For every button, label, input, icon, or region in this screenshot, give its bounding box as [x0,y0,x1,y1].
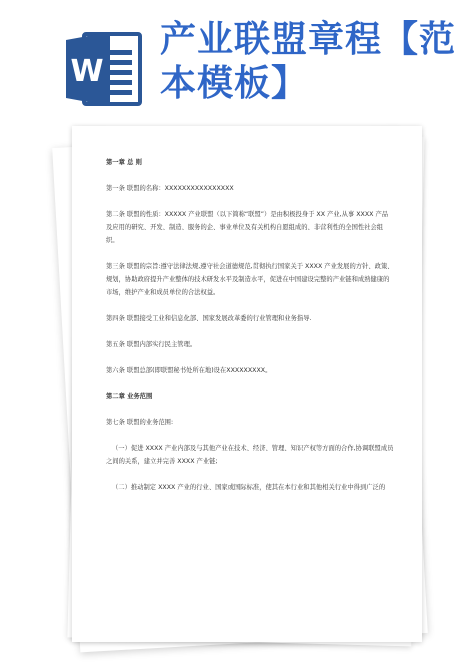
document-body [106,156,394,507]
article-5: 第五条 联盟内部实行民主管理。 [106,341,197,348]
chapter-2-heading: 第二章 业务范围 [106,393,153,400]
header [0,0,474,120]
article-3: 第三条 联盟的宗旨:遵守法律法规,遵守社会道德规范,贯彻执行国家关于 XXXX 产业发展的方针、政策、规划，协助政府提升产业整体的技术研发水平及制造水平，促进在中国建设完整的产业链和成熟健康的市场，维护产业和成员单位的合法权益。 [106,263,394,296]
chapter-1-heading: 第一章 总 则 [106,159,142,166]
article-7-item-2: （二）推动制定 XXXX 产业的行业、国家或国际标准，使其在本行业和其他相关行业中得到广泛的 [112,484,386,491]
article-1: 第一条 联盟的名称：XXXXXXXXXXXXXXXX [106,185,234,192]
document-page [72,126,422,642]
word-icon [62,26,146,110]
article-7: 第七条 联盟的业务范围: [106,419,174,426]
article-6: 第六条 联盟总部(即联盟秘书处所在地)设在XXXXXXXXX。 [106,367,272,374]
page-title: 产业联盟章程【范本模板】 [160,19,457,104]
word-logo-letter: W [70,54,104,89]
article-2: 第二条 联盟的性质：XXXXX 产业联盟（以下简称“联盟”）是由积极投身于 XX 产业,从事 XXXX 产品及应用的研究、开发、制造、服务的企、事业单位及有关机构自愿组成的、非营利性的全国性社会组织。 [106,211,389,244]
article-7-item-1: （一）促进 XXXX 产业内部及与其他产业在技术、经济、管理、知识产权等方面的合作,协调联盟成员之间的关系，建立并完善 XXXX 产业链; [106,445,394,465]
article-4: 第四条 联盟接受工业和信息化部、国家发展改革委的行业管理和业务指导. [106,315,312,322]
